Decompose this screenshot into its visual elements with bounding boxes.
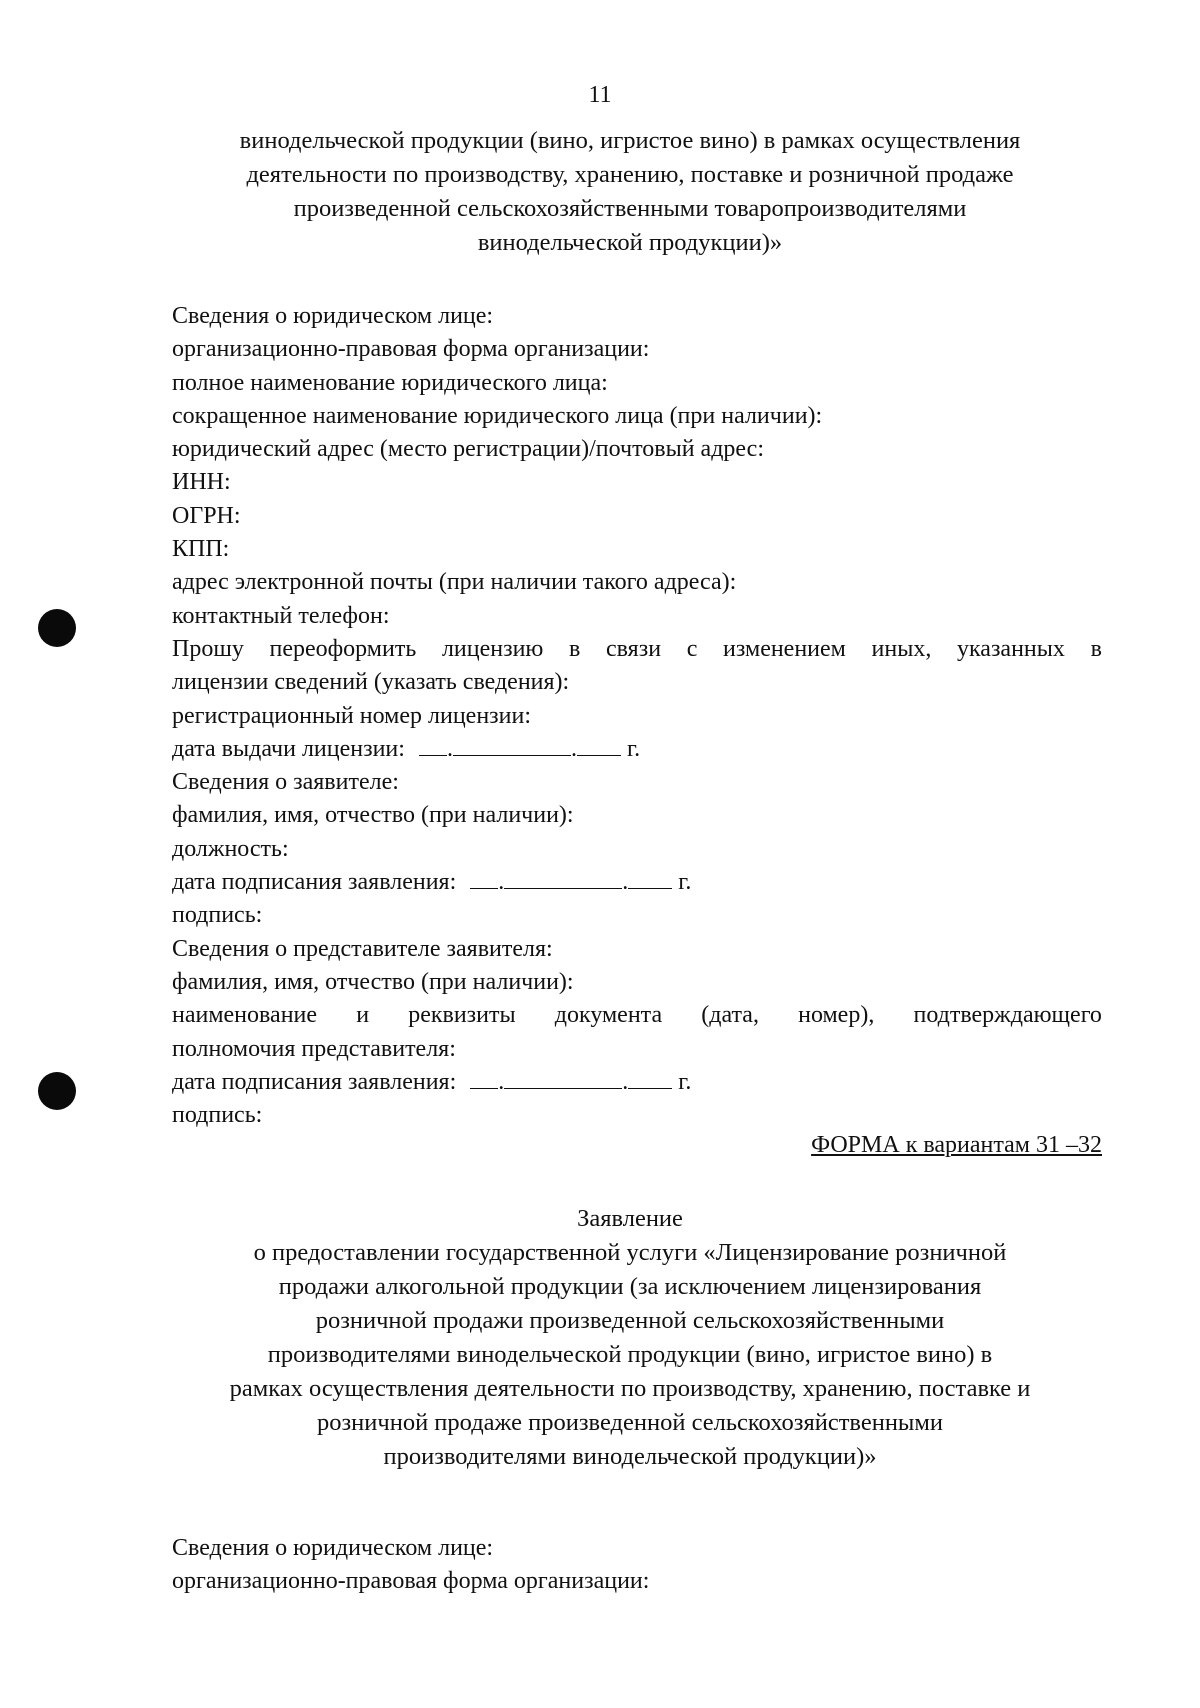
- date-separator: .: [570, 735, 577, 762]
- address-label: юридический адрес (место регистрации)/почтовый адрес:: [172, 436, 764, 463]
- rep-doc-word: номер),: [798, 1002, 875, 1029]
- request-word: в: [1090, 635, 1102, 662]
- rep-doc-word: реквизиты: [408, 1002, 516, 1029]
- applicant-sign-date-label: дата подписания заявления:: [172, 869, 457, 896]
- year-blank: [577, 733, 621, 756]
- rep-doc-word: документа: [554, 1002, 663, 1029]
- title-line: произведенной сельскохозяйственными товаропроизводителями: [293, 195, 967, 222]
- request-word: Прошу: [172, 635, 244, 662]
- month-blank: [504, 866, 622, 889]
- license-issue-date-row: [172, 733, 1102, 766]
- org-form-label: организационно-правовая форма организации:: [172, 336, 650, 363]
- rep-doc-line: [172, 999, 1102, 1032]
- title-line: винодельческой продукции (вино, игристое вино) в рамках осуществления: [239, 127, 1021, 154]
- request-line-2: лицензии сведений (указать сведения):: [172, 669, 570, 696]
- year-blank: [628, 1066, 672, 1089]
- rep-signature-label: подпись:: [172, 1102, 263, 1129]
- year-suffix: г.: [626, 735, 641, 762]
- request-word: иных,: [871, 635, 932, 662]
- request-word: лицензию: [441, 635, 544, 662]
- license-issue-date-label: дата выдачи лицензии:: [172, 735, 405, 762]
- request-word: переоформить: [269, 635, 417, 662]
- applicant-position-label: должность:: [172, 835, 289, 862]
- application-line: продажи алкогольной продукции (за исключением лицензирования: [278, 1273, 982, 1300]
- rep-sign-date-row: [172, 1066, 1102, 1099]
- date-separator: .: [446, 735, 453, 762]
- rep-doc-word: подтверждающего: [913, 1002, 1102, 1029]
- rep-sign-date-label: дата подписания заявления:: [172, 1068, 457, 1095]
- request-line: [172, 633, 1102, 666]
- form-fields-section-1: [172, 300, 1102, 1132]
- rep-doc-line-2: полномочия представителя:: [172, 1035, 456, 1062]
- request-word: указанных: [957, 635, 1065, 662]
- short-name-label: сокращенное наименование юридического лица (при наличии):: [172, 402, 823, 429]
- page-number: 11: [588, 82, 612, 108]
- kpp-label: КПП:: [172, 536, 230, 563]
- application-title: Заявление: [577, 1205, 683, 1232]
- request-word: с: [686, 635, 698, 662]
- ogrn-label: ОГРН:: [172, 502, 241, 529]
- rep-doc-word: (дата,: [701, 1002, 759, 1029]
- day-blank: [470, 1066, 498, 1089]
- continuation-title: [160, 124, 1100, 260]
- rep-doc-word: и: [356, 1002, 370, 1029]
- date-separator: .: [498, 1068, 505, 1095]
- application-line: розничной продаже произведенной сельскохозяйственными: [316, 1409, 944, 1436]
- legal-entity-heading: Сведения о юридическом лице:: [172, 303, 494, 329]
- form-reference: ФОРМА к вариантам 31 –32: [811, 1132, 1102, 1158]
- org-form-label: организационно-правовая форма организации:: [172, 1568, 650, 1595]
- applicant-sign-date-row: [172, 866, 1102, 899]
- request-word: изменением: [723, 635, 846, 662]
- month-blank: [504, 1066, 622, 1089]
- title-line: деятельности по производству, хранению, поставке и розничной продаже: [246, 161, 1014, 188]
- year-suffix: г.: [678, 869, 692, 896]
- application-line: рамках осуществления деятельности по производству, хранению, поставке и: [229, 1375, 1031, 1402]
- binder-hole: [38, 609, 76, 647]
- email-label: адрес электронной почты (при наличии такого адреса):: [172, 569, 737, 596]
- rep-fio-label: фамилия, имя, отчество (при наличии):: [172, 968, 574, 995]
- request-word: в: [569, 635, 581, 662]
- day-blank: [470, 866, 498, 889]
- title-line: винодельческой продукции)»: [477, 229, 783, 256]
- application-line: о предоставлении государственной услуги «Лицензирование розничной: [253, 1239, 1007, 1266]
- rep-doc-word: наименование: [172, 1002, 318, 1029]
- applicant-heading: Сведения о заявителе:: [172, 769, 399, 796]
- applicant-fio-label: фамилия, имя, отчество (при наличии):: [172, 802, 574, 829]
- license-reg-number-label: регистрационный номер лицензии:: [172, 702, 531, 729]
- year-suffix: г.: [678, 1068, 692, 1095]
- year-blank: [628, 866, 672, 889]
- applicant-signature-label: подпись:: [172, 902, 263, 929]
- month-blank: [453, 733, 571, 756]
- binder-hole: [38, 1072, 76, 1110]
- application-line: производителями винодельческой продукции)»: [383, 1443, 877, 1470]
- application-line: розничной продажи произведенной сельскохозяйственными: [315, 1307, 945, 1334]
- request-word: связи: [606, 635, 662, 662]
- full-name-label: полное наименование юридического лица:: [172, 369, 608, 396]
- date-separator: .: [498, 869, 505, 896]
- phone-label: контактный телефон:: [172, 602, 390, 629]
- rep-heading: Сведения о представителе заявителя:: [172, 935, 553, 962]
- application-title-block: [160, 1202, 1100, 1474]
- day-blank: [419, 733, 447, 756]
- legal-entity-heading: Сведения о юридическом лице:: [172, 1535, 494, 1561]
- inn-label: ИНН:: [172, 469, 231, 496]
- date-separator: .: [622, 869, 629, 896]
- date-separator: .: [622, 1068, 629, 1095]
- form-fields-section-2: [172, 1532, 1102, 1599]
- application-line: производителями винодельческой продукции (вино, игристое вино) в: [267, 1341, 993, 1368]
